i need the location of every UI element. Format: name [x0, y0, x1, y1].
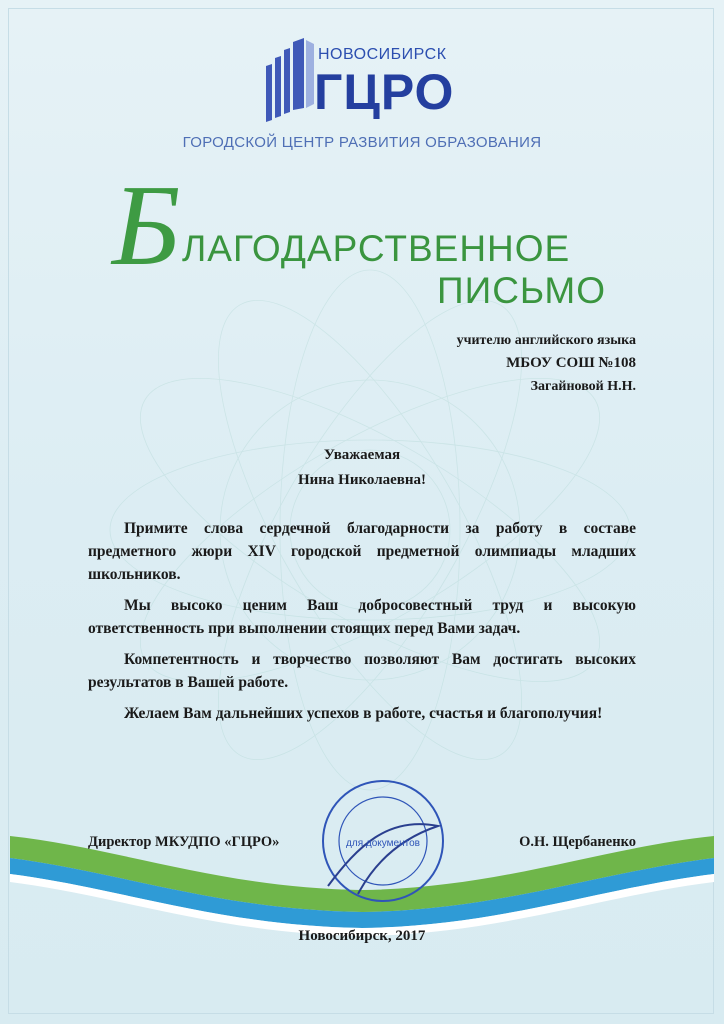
addressee-name: Загайновой Н.Н.	[530, 379, 636, 394]
addressee-block	[457, 329, 636, 398]
title-line-2: ПИСЬМО	[437, 270, 606, 311]
signatory-position: Директор МКУДПО «ГЦРО»	[88, 834, 280, 850]
official-stamp-icon	[318, 776, 448, 906]
logo-city: НОВОСИБИРСК	[318, 46, 447, 63]
body-paragraph: Компетентность и творчество позволяют Вам достигать высоких результатов в Вашей работе.	[88, 651, 636, 691]
body-paragraph: Желаем Вам дальнейших успехов в работе, счастья и благополучия!	[124, 705, 603, 722]
logo-name: ГЦРО	[314, 64, 455, 120]
place-and-year: Новосибирск, 2017	[298, 928, 426, 944]
addressee-school: МБОУ СОШ №108	[506, 355, 636, 371]
stamp-label: для документов	[346, 838, 420, 849]
title-line-1: ЛАГОДАРСТВЕННОЕ	[182, 228, 571, 269]
signatory-name: О.Н. Щербаненко	[519, 834, 636, 850]
letter-body	[88, 517, 636, 733]
addressee-position: учителю английского языка	[456, 333, 636, 348]
greeting	[0, 443, 724, 493]
greeting-salutation: Уважаемая	[323, 447, 401, 463]
organization-name: ГОРОДСКОЙ ЦЕНТР РАЗВИТИЯ ОБРАЗОВАНИЯ	[182, 134, 542, 151]
title-initial: Б	[112, 162, 181, 290]
greeting-name: Нина Николаевна!	[297, 472, 427, 488]
body-paragraph: Примите слова сердечной благодарности за работу в составе предметного жюри XIV городской предметной олимпиады младших школьников.	[88, 520, 636, 583]
body-paragraph: Мы высоко ценим Ваш добросовестный труд и высокую ответственность при выполнении стоящих перед Вами задач.	[88, 597, 636, 637]
